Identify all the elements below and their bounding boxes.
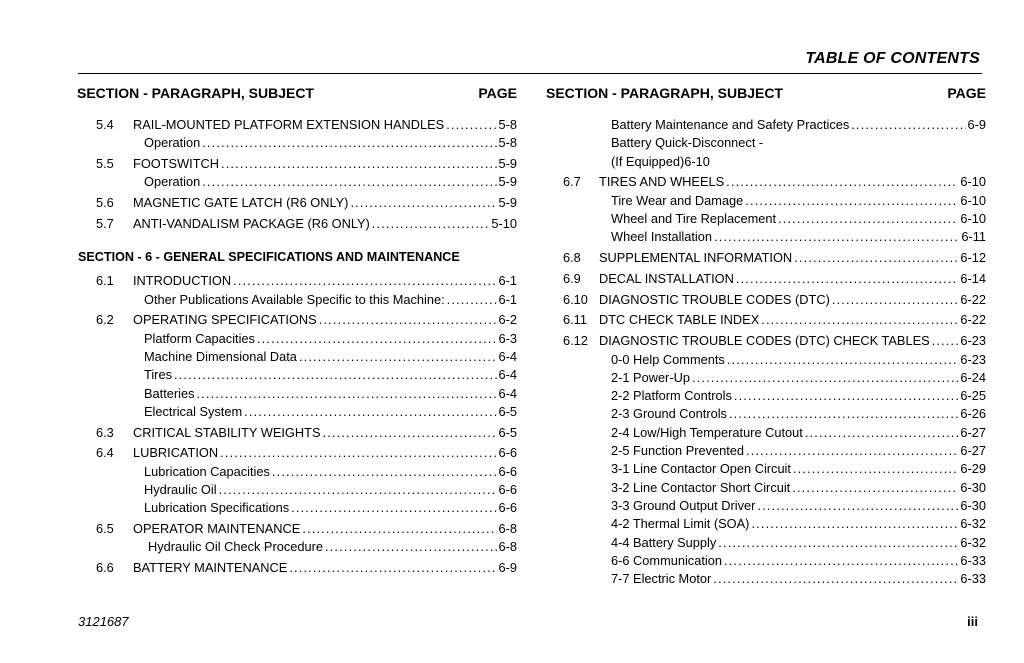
- toc-entry-page: 6-10: [960, 192, 986, 208]
- toc-entry[interactable]: [77, 499, 517, 517]
- toc-entry[interactable]: [546, 387, 986, 405]
- toc-entry-number: 5.7: [96, 215, 114, 231]
- dot-leader: [446, 116, 496, 134]
- right-column-header: [546, 83, 986, 103]
- toc-entry[interactable]: [77, 272, 517, 290]
- toc-entry-title: Tire Wear and Damage: [611, 192, 744, 208]
- toc-entry-number: 5.5: [96, 156, 114, 172]
- toc-entry-title: OPERATOR MAINTENANCE: [133, 521, 301, 537]
- toc-entry-page: 5-9: [498, 174, 517, 190]
- toc-entry[interactable]: [77, 463, 517, 481]
- dot-leader: [302, 520, 496, 538]
- toc-entry-title: (If Equipped)6-10: [611, 153, 710, 169]
- dot-leader: [174, 366, 497, 384]
- toc-entry[interactable]: [77, 291, 517, 309]
- dot-leader: [244, 403, 496, 421]
- dot-leader: [299, 348, 497, 366]
- toc-entry[interactable]: [546, 369, 986, 387]
- dot-leader: [233, 272, 496, 290]
- toc-entry-page: 6-4: [498, 348, 517, 364]
- toc-entry-page: 6-27: [960, 443, 986, 459]
- toc-entry-title: Other Publications Available Specific to this Machine:: [144, 291, 445, 307]
- dot-leader: [325, 538, 497, 556]
- toc-entry[interactable]: [77, 311, 517, 329]
- dot-leader: [736, 270, 959, 288]
- toc-entry-page: 5-8: [498, 117, 517, 132]
- toc-entry-page: 6-1: [498, 291, 517, 307]
- toc-entry-number: 6.3: [96, 424, 114, 440]
- dot-leader: [713, 570, 958, 588]
- dot-leader: [219, 481, 497, 499]
- toc-entry-page: 6-8: [498, 521, 517, 537]
- toc-entry-page: 5-9: [498, 156, 517, 172]
- dot-leader: [745, 192, 958, 210]
- toc-entry-number: 6.2: [96, 312, 114, 328]
- toc-entry-title: 3-2 Line Contactor Short Circuit: [611, 479, 791, 495]
- toc-entry-page: 6-6: [498, 445, 517, 461]
- toc-entry-page: 6-30: [960, 497, 986, 513]
- toc-entry[interactable]: [546, 460, 986, 478]
- toc-entry-title: INTRODUCTION: [133, 273, 232, 289]
- subject-heading: SECTION - PARAGRAPH, SUBJECT: [546, 85, 783, 101]
- toc-entry-page: 6-4: [498, 385, 517, 401]
- toc-entry-title: Batteries: [144, 385, 195, 401]
- section-6-heading: SECTION - 6 - GENERAL SPECIFICATIONS AND MAINTENANCE: [78, 250, 460, 265]
- toc-entry-title: Machine Dimensional Data: [144, 348, 297, 364]
- toc-entry-title: Platform Capacities: [144, 330, 255, 346]
- dot-leader: [291, 499, 496, 517]
- toc-entry-page: 6-23: [960, 351, 986, 367]
- dot-leader: [257, 330, 497, 348]
- dot-leader: [447, 291, 497, 309]
- dot-leader: [202, 134, 496, 152]
- toc-entry[interactable]: [77, 424, 517, 442]
- toc-entry[interactable]: [77, 194, 517, 212]
- toc-entry-title: TIRES AND WHEELS: [599, 174, 725, 190]
- toc-entry-page: 6-29: [960, 461, 986, 477]
- toc-entry-title: 3-1 Line Contactor Open Circuit: [611, 461, 791, 477]
- toc-entry[interactable]: [546, 442, 986, 460]
- page-number: iii: [967, 614, 978, 629]
- toc-entry[interactable]: [77, 215, 517, 233]
- toc-entry-title: DIAGNOSTIC TROUBLE CODES (DTC): [599, 291, 830, 307]
- toc-entry-page: 6-10: [960, 174, 986, 190]
- toc-entry-title: 2-4 Low/High Temperature Cutout: [611, 424, 803, 440]
- toc-entry[interactable]: [77, 155, 517, 173]
- toc-entry-number: 6.7: [563, 174, 581, 190]
- toc-entry-title: Hydraulic Oil Check Procedure: [148, 539, 323, 555]
- toc-entry[interactable]: [546, 534, 986, 552]
- toc-entry-page: 6-1: [498, 273, 517, 289]
- dot-leader: [319, 311, 497, 329]
- toc-list-right: [546, 116, 986, 588]
- toc-entry[interactable]: [546, 515, 986, 533]
- toc-entry-number: 6.11: [563, 312, 587, 328]
- toc-entry[interactable]: [77, 116, 517, 134]
- toc-entry-title: Operation: [144, 174, 201, 190]
- dot-leader: [714, 228, 959, 246]
- toc-entry-page: 6-8: [498, 539, 517, 555]
- toc-entry-page: 6-5: [498, 424, 517, 440]
- dot-leader: [272, 463, 497, 481]
- toc-entry[interactable]: [546, 479, 986, 497]
- toc-entry-title: ANTI-VANDALISM PACKAGE (R6 ONLY): [133, 215, 370, 231]
- toc-entry-title: Wheel and Tire Replacement: [611, 210, 777, 226]
- toc-entry-number: 5.6: [96, 195, 114, 211]
- toc-entry[interactable]: [546, 405, 986, 423]
- toc-entry-page: 6-6: [498, 463, 517, 479]
- dot-leader: [778, 210, 958, 228]
- toc-entry-page: 6-26: [960, 406, 986, 422]
- toc-entry-number: 6.4: [96, 445, 114, 461]
- toc-entry-number: 6.9: [563, 270, 581, 286]
- toc-entry-page: 6-33: [960, 571, 986, 587]
- toc-entry[interactable]: [77, 403, 517, 421]
- toc-entry-title: 4-4 Battery Supply: [611, 534, 717, 550]
- document-number: 3121687: [78, 614, 129, 629]
- left-column-header: [77, 83, 517, 103]
- toc-entry-page: 6-10: [960, 210, 986, 226]
- toc-entry-page: 6-9: [498, 560, 517, 576]
- toc-entry[interactable]: [77, 559, 517, 577]
- toc-entry-title: BATTERY MAINTENANCE: [133, 560, 288, 576]
- toc-entry-page: 6-33: [960, 552, 986, 568]
- toc-entry-page: 5-8: [498, 135, 517, 151]
- toc-entry[interactable]: [546, 134, 986, 152]
- dot-leader: [729, 405, 958, 423]
- toc-entry-title: Electrical System: [144, 403, 243, 419]
- dot-leader: [832, 291, 959, 309]
- toc-entry-number: 6.12: [563, 333, 588, 349]
- dot-leader: [289, 559, 496, 577]
- dot-leader: [322, 424, 496, 442]
- toc-entry[interactable]: [77, 385, 517, 403]
- toc-entry-title: Lubrication Capacities: [144, 463, 270, 479]
- dot-leader: [718, 534, 958, 552]
- toc-entry[interactable]: [77, 481, 517, 499]
- toc-entry-number: 5.4: [96, 117, 114, 132]
- dot-leader: [197, 385, 497, 403]
- subject-heading: SECTION - PARAGRAPH, SUBJECT: [77, 85, 314, 101]
- toc-entry[interactable]: [546, 153, 986, 171]
- toc-entry[interactable]: [546, 173, 986, 191]
- dot-leader: [751, 515, 958, 533]
- toc-entry-title: DTC CHECK TABLE INDEX: [599, 312, 760, 328]
- toc-entry-title: 0-0 Help Comments: [611, 351, 725, 367]
- toc-entry[interactable]: [77, 520, 517, 538]
- toc-entry-page: 6-3: [498, 330, 517, 346]
- toc-entry[interactable]: [546, 210, 986, 228]
- toc-entry-page: 6-6: [498, 500, 517, 516]
- dot-leader: [851, 116, 965, 134]
- toc-entry-number: 6.10: [563, 291, 588, 307]
- right-column: [546, 83, 986, 588]
- dot-leader: [746, 442, 958, 460]
- toc-entry-page: 6-32: [960, 516, 986, 532]
- toc-entry[interactable]: [77, 348, 517, 366]
- toc-entry[interactable]: [546, 332, 986, 350]
- toc-entry-page: 6-30: [960, 479, 986, 495]
- toc-entry-title: Lubrication Specifications: [144, 500, 290, 516]
- toc-entry-page: 6-4: [498, 367, 517, 383]
- toc-entry[interactable]: [546, 311, 986, 329]
- dot-leader: [734, 387, 958, 405]
- toc-entry-number: 6.8: [563, 250, 581, 266]
- toc-entry-page: 5-10: [491, 215, 517, 231]
- toc-entry-title: Battery Quick-Disconnect -: [611, 135, 764, 151]
- toc-entry-title: 2-3 Ground Controls: [611, 406, 727, 422]
- toc-entry-title: CRITICAL STABILITY WEIGHTS: [133, 424, 321, 440]
- dot-leader: [805, 424, 959, 442]
- toc-entry-page: 6-24: [960, 369, 986, 385]
- page-heading: PAGE: [947, 85, 986, 101]
- toc-entry-title: SUPPLEMENTAL INFORMATION: [599, 250, 793, 266]
- toc-entry-title: 7-7 Electric Motor: [611, 571, 712, 587]
- dot-leader: [793, 460, 958, 478]
- toc-entry-page: 6-25: [960, 388, 986, 404]
- toc-entry[interactable]: [546, 291, 986, 309]
- toc-entry[interactable]: [546, 228, 986, 246]
- toc-entry[interactable]: [77, 366, 517, 384]
- toc-entry-number: 6.6: [96, 560, 114, 576]
- toc-entry-page: 6-11: [961, 229, 986, 245]
- toc-entry-page: 6-12: [960, 250, 986, 266]
- toc-entry-title: DECAL INSTALLATION: [599, 270, 734, 286]
- toc-entry-page: 6-32: [960, 534, 986, 550]
- dot-leader: [221, 155, 496, 173]
- toc-entry-title: 4-2 Thermal Limit (SOA): [611, 516, 750, 532]
- dot-leader: [724, 552, 958, 570]
- toc-entry-page: 6-23: [960, 333, 986, 349]
- toc-entry[interactable]: [546, 249, 986, 267]
- dot-leader: [757, 497, 958, 515]
- toc-entry-title: Operation: [144, 135, 201, 151]
- toc-entry-page: 6-6: [498, 482, 517, 498]
- toc-entry-page: 6-27: [960, 424, 986, 440]
- toc-list-section5: [77, 116, 517, 233]
- toc-entry-number: 6.1: [96, 273, 114, 289]
- toc-entry[interactable]: [77, 330, 517, 348]
- toc-entry[interactable]: [77, 134, 517, 152]
- toc-entry[interactable]: [546, 552, 986, 570]
- toc-entry-title: LUBRICATION: [133, 445, 219, 461]
- toc-entry[interactable]: [77, 444, 517, 462]
- dot-leader: [792, 479, 958, 497]
- dot-leader: [932, 332, 959, 350]
- header-rule: [78, 73, 982, 74]
- toc-entry[interactable]: [546, 270, 986, 288]
- toc-entry-title: 2-2 Platform Controls: [611, 388, 732, 404]
- toc-entry-page: 6-14: [960, 270, 986, 286]
- running-title: TABLE OF CONTENTS: [805, 50, 980, 67]
- toc-entry[interactable]: [546, 351, 986, 369]
- toc-entry-title: OPERATING SPECIFICATIONS: [133, 312, 317, 328]
- toc-entry-title: Hydraulic Oil: [144, 482, 217, 498]
- toc-entry-page: 6-5: [498, 403, 517, 419]
- dot-leader: [372, 215, 490, 233]
- toc-list-section6: [77, 272, 517, 577]
- toc-entry-page: 6-22: [960, 312, 986, 328]
- toc-entry-title: FOOTSWITCH: [133, 156, 220, 172]
- toc-entry-page: 6-22: [960, 291, 986, 307]
- toc-entry[interactable]: [546, 424, 986, 442]
- toc-entry-title: 2-5 Function Prevented: [611, 443, 745, 459]
- toc-entry-page: 6-9: [967, 117, 986, 132]
- toc-entry-title: 2-1 Power-Up: [611, 369, 690, 385]
- dot-leader: [350, 194, 496, 212]
- toc-entry[interactable]: [546, 497, 986, 515]
- page-heading: PAGE: [478, 85, 517, 101]
- dot-leader: [220, 444, 496, 462]
- toc-entry-title: DIAGNOSTIC TROUBLE CODES (DTC) CHECK TABLES: [599, 333, 930, 349]
- toc-entry-title: 3-3 Ground Output Driver: [611, 497, 756, 513]
- toc-entry-title: 6-6 Communication: [611, 552, 722, 568]
- toc-entry[interactable]: [546, 116, 986, 134]
- dot-leader: [202, 173, 496, 191]
- dot-leader: [692, 369, 958, 387]
- toc-entry[interactable]: [77, 538, 517, 556]
- toc-entry[interactable]: [77, 173, 517, 191]
- left-column: [77, 83, 517, 578]
- dot-leader: [794, 249, 958, 267]
- dot-leader: [727, 351, 959, 369]
- toc-entry-number: 6.5: [96, 521, 114, 537]
- toc-entry-title: MAGNETIC GATE LATCH (R6 ONLY): [133, 195, 349, 211]
- toc-entry[interactable]: [546, 570, 986, 588]
- toc-entry-page: 6-2: [498, 312, 517, 328]
- dot-leader: [761, 311, 958, 329]
- toc-entry-title: Wheel Installation: [611, 229, 713, 245]
- dot-leader: [726, 173, 958, 191]
- toc-entry-title: Tires: [144, 367, 172, 383]
- toc-entry-page: 5-9: [498, 195, 517, 211]
- toc-entry-title: RAIL-MOUNTED PLATFORM EXTENSION HANDLES: [133, 117, 445, 132]
- toc-entry-title: Battery Maintenance and Safety Practices: [611, 117, 850, 132]
- toc-entry[interactable]: [546, 192, 986, 210]
